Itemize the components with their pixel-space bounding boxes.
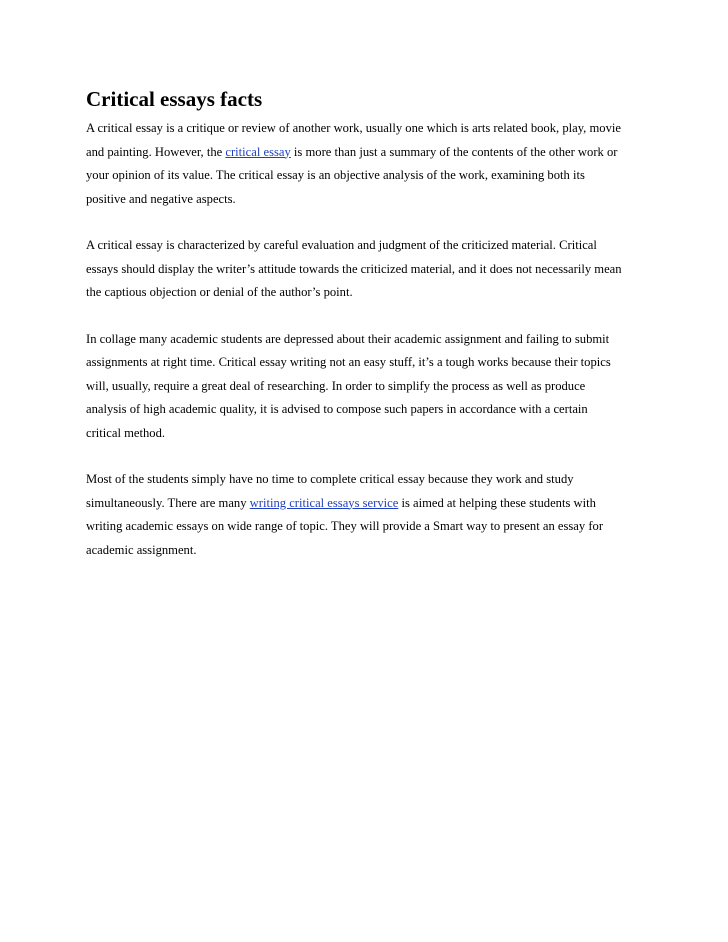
text-segment: A critical essay is a critique or review of another work, usually one which is arts related book, play, movie	[86, 121, 621, 135]
text-line	[86, 492, 646, 516]
inline-link[interactable]: critical essay	[225, 144, 291, 159]
text-line	[86, 117, 646, 141]
text-segment: will, usually, require a great deal of researching. In order to simplify the process as well as produce	[86, 378, 586, 393]
paragraph-3	[86, 328, 646, 446]
paragraph-4	[86, 468, 646, 562]
document-body	[86, 117, 646, 562]
text-segment: simultaneously. There are many	[86, 495, 250, 510]
text-line	[86, 398, 646, 422]
text-segment: the captious objection or denial of the author’s point.	[86, 285, 353, 299]
text-line	[86, 164, 646, 188]
text-line	[86, 375, 646, 399]
text-segment: In collage many academic students are depressed about their academic assignment and failing to submit	[86, 331, 610, 346]
text-line	[86, 281, 646, 305]
inline-link[interactable]: writing critical essays service	[249, 495, 399, 510]
text-segment: critical method.	[86, 425, 166, 440]
document-page	[86, 86, 646, 585]
text-segment: is more than just a summary of the contents of the other work or	[290, 144, 618, 159]
text-segment: A critical essay is characterized by careful evaluation and judgment of the criticized material. Critical	[86, 238, 597, 252]
text-line	[86, 328, 646, 352]
paragraph-1	[86, 117, 646, 211]
text-line	[86, 258, 646, 282]
paragraph-2	[86, 234, 646, 305]
text-line	[86, 234, 646, 258]
text-line	[86, 468, 646, 492]
text-line	[86, 515, 646, 539]
text-segment: analysis of high academic quality, it is advised to compose such papers in accordance with a certain	[86, 402, 588, 416]
text-segment: and painting. However, the	[86, 144, 226, 159]
text-segment: academic assignment.	[86, 542, 197, 557]
text-line	[86, 141, 646, 165]
text-line	[86, 422, 646, 446]
text-segment: writing academic essays on wide range of topic. They will provide a Smart way to present an essay for	[86, 519, 604, 533]
text-segment: Most of the students simply have no time to complete critical essay because they work and study	[86, 472, 574, 486]
text-line	[86, 539, 646, 563]
text-segment: assignments at right time. Critical essay writing not an easy stuff, it’s a tough works because their topics	[86, 355, 611, 369]
text-line	[86, 351, 646, 375]
text-segment: essays should display the writer’s attitude towards the criticized material, and it does not necessarily mean	[86, 261, 622, 276]
text-segment: positive and negative aspects.	[86, 191, 236, 206]
text-segment: is aimed at helping these students with	[398, 495, 596, 510]
page-title: Critical essays facts	[86, 87, 263, 111]
text-line	[86, 188, 646, 212]
text-segment: your opinion of its value. The critical essay is an objective analysis of the work, examining both its	[86, 168, 585, 182]
